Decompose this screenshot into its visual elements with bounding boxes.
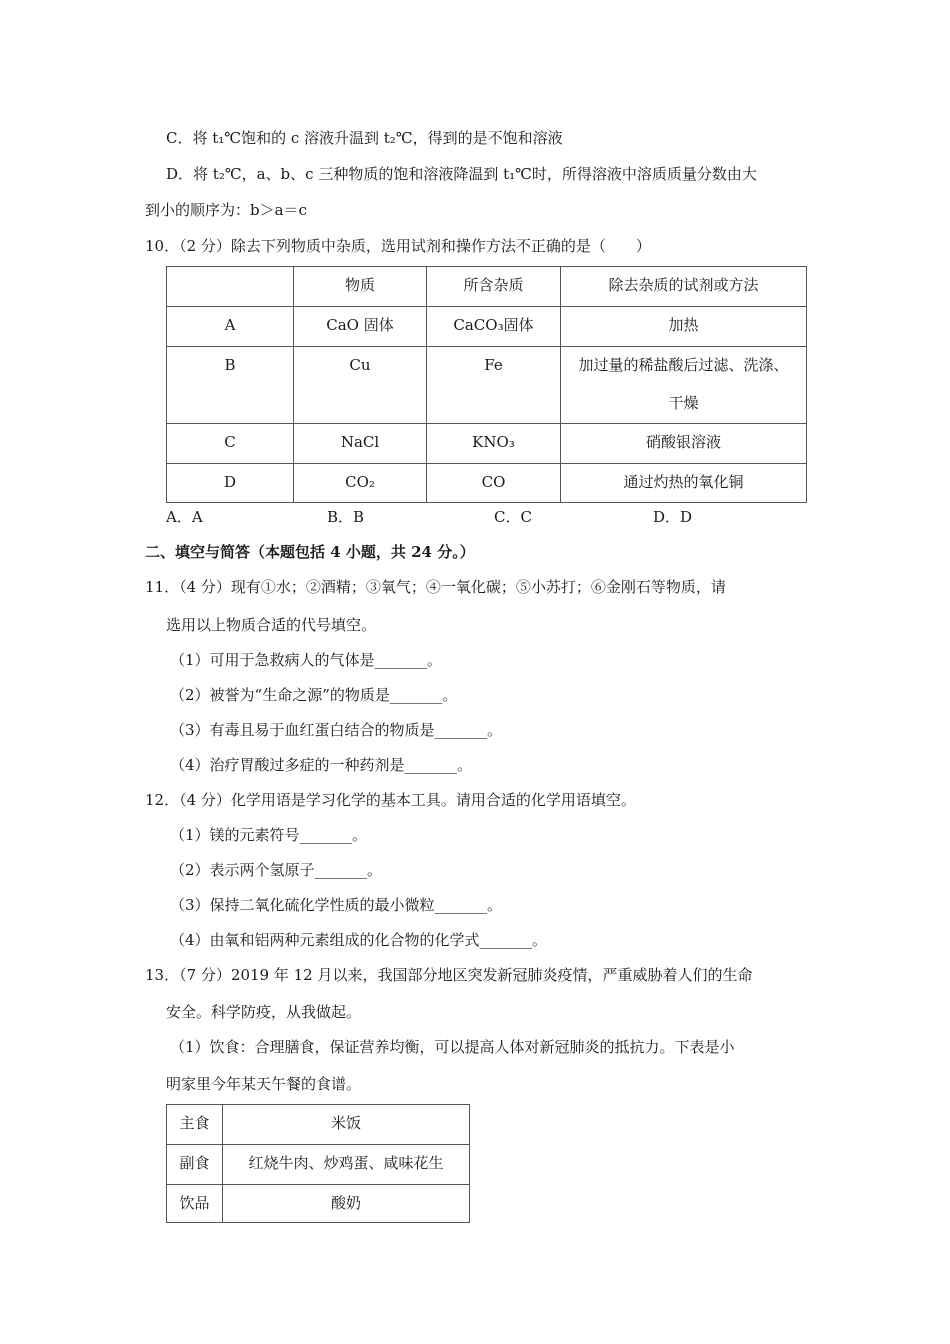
q12-item-4: （4）由氧和铝两种元素组成的化合物的化学式_______。 [170, 931, 548, 949]
q10-choice-d: D．D [653, 508, 693, 526]
menu-items: 红烧牛肉、炒鸡蛋、咸味花生 [223, 1145, 470, 1185]
q10-choice-a: A．A [166, 508, 203, 526]
menu-items: 酸奶 [223, 1185, 470, 1223]
q13-sub1-line1: （1）饮食：合理膳食，保证营养均衡，可以提高人体对新冠肺炎的抵抗力。下表是小 [170, 1038, 735, 1056]
q10-header-label [167, 267, 294, 307]
row-substance: CaO 固体 [294, 307, 427, 347]
q10-header-impurity: 所含杂质 [427, 267, 561, 307]
q10-choice-b: B．B [327, 508, 365, 526]
q13-stem-line1: 13．（7 分）2019 年 12 月以来，我国部分地区突发新冠肺炎疫情，严重威胁着人们的生命 [145, 966, 753, 984]
table-row [167, 1145, 470, 1185]
q9-option-c: C．将 t₁℃饱和的 c 溶液升温到 t₂℃，得到的是不饱和溶液 [166, 129, 563, 147]
row-method: 通过灼热的氧化铜 [561, 464, 807, 503]
section-title: 二、填空与简答（本题包括 4 小题，共 24 分。） [145, 543, 475, 561]
q12-stem: 12．（4 分）化学用语是学习化学的基本工具。请用合适的化学用语填空。 [145, 791, 636, 809]
q10-table [166, 266, 807, 503]
q10-table-header-row [167, 267, 807, 307]
q11-item-1: （1）可用于急救病人的气体是_______。 [170, 651, 443, 669]
row-substance: Cu [294, 347, 427, 424]
row-substance: CO₂ [294, 464, 427, 503]
row-method-line1: 加过量的稀盐酸后过滤、洗涤、 [578, 356, 789, 374]
q11-stem-line1: 11．（4 分）现有①水；②酒精；③氧气；④一氧化碳；⑤小苏打；⑥金刚石等物质，请 [145, 578, 726, 596]
table-row [167, 307, 807, 347]
q10-header-substance: 物质 [294, 267, 427, 307]
row-substance: NaCl [294, 424, 427, 464]
q10-header-method: 除去杂质的试剂或方法 [561, 267, 807, 307]
row-impurity: Fe [427, 347, 561, 424]
q12-item-2: （2）表示两个氢原子_______。 [170, 861, 383, 879]
q13-sub1-line2: 明家里今年某天午餐的食谱。 [166, 1075, 362, 1093]
row-impurity: CO [427, 464, 561, 503]
row-impurity: CaCO₃固体 [427, 307, 561, 347]
row-label: A [167, 307, 294, 347]
q10-choice-c: C．C [494, 508, 532, 526]
row-method: 硝酸银溶液 [561, 424, 807, 464]
row-label: B [167, 347, 294, 424]
q9-option-d-line2: 到小的顺序为：b＞a＝c [145, 201, 307, 219]
q12-item-3: （3）保持二氧化硫化学性质的最小微粒_______。 [170, 896, 503, 914]
row-label: D [167, 464, 294, 503]
q11-stem-line2: 选用以上物质合适的代号填空。 [166, 616, 377, 634]
row-method-line2: 干燥 [668, 394, 699, 412]
menu-items: 米饭 [223, 1105, 470, 1145]
q9-option-d-line1: D．将 t₂℃，a、b、c 三种物质的饱和溶液降温到 t₁℃时，所得溶液中溶质质量分数由大 [166, 165, 757, 183]
row-method [561, 347, 807, 424]
menu-category: 主食 [167, 1105, 223, 1145]
menu-category: 副食 [167, 1145, 223, 1185]
table-row [167, 1105, 470, 1145]
menu-category: 饮品 [167, 1185, 223, 1223]
row-impurity: KNO₃ [427, 424, 561, 464]
table-row [167, 464, 807, 503]
q12-item-1: （1）镁的元素符号_______。 [170, 826, 368, 844]
q11-item-3: （3）有毒且易于血红蛋白结合的物质是_______。 [170, 721, 503, 739]
table-row [167, 347, 807, 424]
table-row [167, 1185, 470, 1223]
q13-menu-table [166, 1104, 470, 1223]
row-method: 加热 [561, 307, 807, 347]
row-label: C [167, 424, 294, 464]
q11-item-2: （2）被誉为“生命之源”的物质是_______。 [170, 686, 458, 704]
table-row [167, 424, 807, 464]
q10-stem: 10．（2 分）除去下列物质中杂质，选用试剂和操作方法不正确的是（ ） [145, 237, 651, 255]
q13-stem-line2: 安全。科学防疫，从我做起。 [166, 1003, 362, 1021]
q11-item-4: （4）治疗胃酸过多症的一种药剂是_______。 [170, 756, 473, 774]
